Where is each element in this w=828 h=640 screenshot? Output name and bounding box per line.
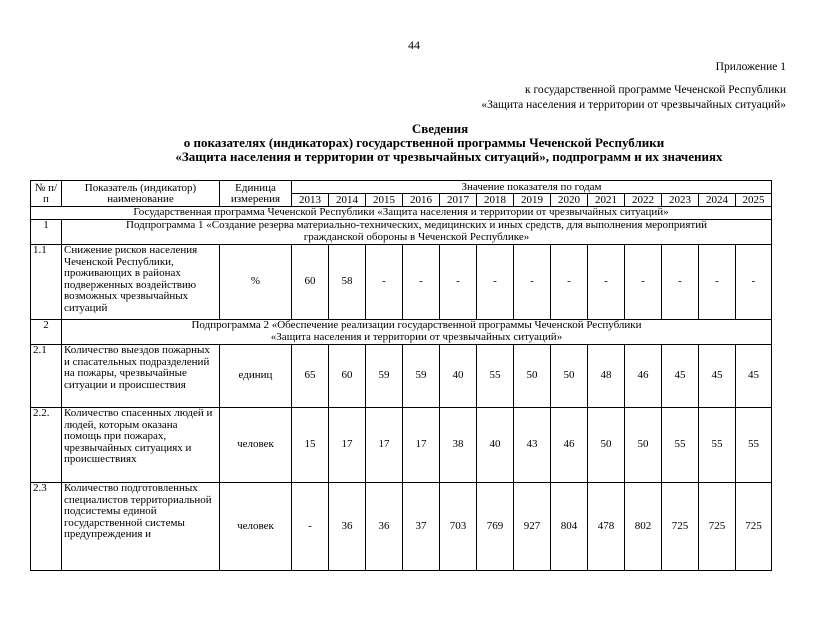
table-row <box>31 245 772 320</box>
row-num: 2.2. <box>31 408 62 483</box>
row-unit: единиц <box>220 345 292 408</box>
value-cell: - <box>292 483 329 571</box>
value-cell: 804 <box>551 483 588 571</box>
value-cell: - <box>588 245 625 320</box>
title-line-2: о показателях (индикаторах) государственной программы Чеченской Республики <box>183 135 665 150</box>
value-cell: 703 <box>440 483 477 571</box>
row-indicator-name: Количество спасенных людей и людей, которым оказана помощь при пожарах, чрезвычайных ситуациях и происшествиях <box>62 408 220 483</box>
subprogram-2-title <box>62 320 772 345</box>
value-cell: 769 <box>477 483 514 571</box>
year-cell: 2023 <box>662 194 699 207</box>
header-indicator: Показатель (индикатор) наименование <box>62 181 220 207</box>
appendix-program: к государственной программе Чеченской Республики <box>525 83 786 96</box>
header-values-by-year: Значение показателя по годам <box>292 181 772 194</box>
value-cell: - <box>366 245 403 320</box>
value-cell: - <box>514 245 551 320</box>
value-cell: - <box>551 245 588 320</box>
year-cell: 2015 <box>366 194 403 207</box>
value-cell: 50 <box>514 345 551 408</box>
appendix-program-name: «Защита населения и территории от чрезвычайных ситуаций» <box>481 99 786 111</box>
value-cell: 55 <box>699 408 736 483</box>
title-line-1: Сведения <box>411 121 469 136</box>
value-cell: 36 <box>366 483 403 571</box>
value-cell: 40 <box>477 408 514 483</box>
value-cell: 60 <box>292 245 329 320</box>
title-line-3: «Защита населения и территории от чрезвычайных ситуаций», подпрограмм и их значениях <box>175 149 723 164</box>
value-cell: - <box>625 245 662 320</box>
appendix-label: Приложение 1 <box>715 61 786 73</box>
value-cell: 36 <box>329 483 366 571</box>
value-cell: - <box>477 245 514 320</box>
subprogram-2-line-1: Подпрограмма 2 «Обеспечение реализации государственной программы Чеченской Республики <box>191 319 642 331</box>
year-cell: 2018 <box>477 194 514 207</box>
value-cell: - <box>736 245 772 320</box>
value-cell: 15 <box>292 408 329 483</box>
year-cell: 2016 <box>403 194 440 207</box>
value-cell: 50 <box>588 408 625 483</box>
value-cell: 48 <box>588 345 625 408</box>
year-cell: 2022 <box>625 194 662 207</box>
subprogram-1-title <box>62 220 772 245</box>
value-cell: 58 <box>329 245 366 320</box>
value-cell: 59 <box>403 345 440 408</box>
year-cell: 2020 <box>551 194 588 207</box>
year-cell: 2014 <box>329 194 366 207</box>
value-cell: 478 <box>588 483 625 571</box>
subprogram-2-num: 2 <box>31 320 62 345</box>
row-unit: % <box>220 245 292 320</box>
value-cell: 65 <box>292 345 329 408</box>
subprogram-1-line-1: Подпрограмма 1 «Создание резерва материально-технических, медицинских и иных средств, для выполнения мероприятий <box>126 219 707 231</box>
year-cell: 2017 <box>440 194 477 207</box>
header-num: № п/п <box>31 181 62 207</box>
row-num: 2.1 <box>31 345 62 408</box>
table-row <box>31 483 772 571</box>
table-row <box>31 345 772 408</box>
row-num: 1.1 <box>31 245 62 320</box>
value-cell: 725 <box>662 483 699 571</box>
appendix-block <box>481 60 786 114</box>
value-cell: 802 <box>625 483 662 571</box>
value-cell: 17 <box>329 408 366 483</box>
year-cell: 2021 <box>588 194 625 207</box>
row-indicator-name: Количество выездов пожарных и спасательных подразделений на пожары, чрезвычайные ситуации и происшествия <box>62 345 220 408</box>
value-cell: 50 <box>551 345 588 408</box>
value-cell: 40 <box>440 345 477 408</box>
value-cell: 725 <box>736 483 772 571</box>
indicators-table <box>30 180 772 571</box>
value-cell: 17 <box>366 408 403 483</box>
year-cell: 2019 <box>514 194 551 207</box>
value-cell: 17 <box>403 408 440 483</box>
year-cell: 2024 <box>699 194 736 207</box>
program-row: Государственная программа Чеченской Республики «Защита населения и территории от чрезвычайных ситуаций» <box>31 207 772 220</box>
value-cell: 55 <box>477 345 514 408</box>
value-cell: 45 <box>699 345 736 408</box>
value-cell: 60 <box>329 345 366 408</box>
value-cell: 46 <box>625 345 662 408</box>
value-cell: 45 <box>662 345 699 408</box>
page-number: 44 <box>408 38 420 52</box>
row-indicator-name: Количество подготовленных специалистов территориальной подсистемы единой государственной системы предупреждения и <box>62 483 220 571</box>
subprogram-1-num: 1 <box>31 220 62 245</box>
document-title <box>0 122 828 164</box>
value-cell: 50 <box>625 408 662 483</box>
value-cell: 55 <box>736 408 772 483</box>
value-cell: 38 <box>440 408 477 483</box>
value-cell: 43 <box>514 408 551 483</box>
value-cell: - <box>662 245 699 320</box>
year-cell: 2013 <box>292 194 329 207</box>
value-cell: - <box>403 245 440 320</box>
row-unit: человек <box>220 483 292 571</box>
value-cell: - <box>699 245 736 320</box>
value-cell: 45 <box>736 345 772 408</box>
header-unit: Единица измерения <box>220 181 292 207</box>
value-cell: - <box>440 245 477 320</box>
subprogram-2-line-2: «Защита населения и территории от чрезвычайных ситуаций» <box>270 330 563 343</box>
value-cell: 46 <box>551 408 588 483</box>
value-cell: 59 <box>366 345 403 408</box>
subprogram-1-line-2: гражданской обороны в Чеченской Республике» <box>303 230 530 243</box>
value-cell: 725 <box>699 483 736 571</box>
value-cell: 37 <box>403 483 440 571</box>
value-cell: 55 <box>662 408 699 483</box>
year-cell: 2025 <box>736 194 772 207</box>
row-unit: человек <box>220 408 292 483</box>
row-indicator-name: Снижение рисков населения Чеченской Республики, проживающих в районах подверженных воздействию возможных чрезвычайных ситуаций <box>62 245 220 320</box>
row-num: 2.3 <box>31 483 62 571</box>
table-row <box>31 408 772 483</box>
value-cell: 927 <box>514 483 551 571</box>
